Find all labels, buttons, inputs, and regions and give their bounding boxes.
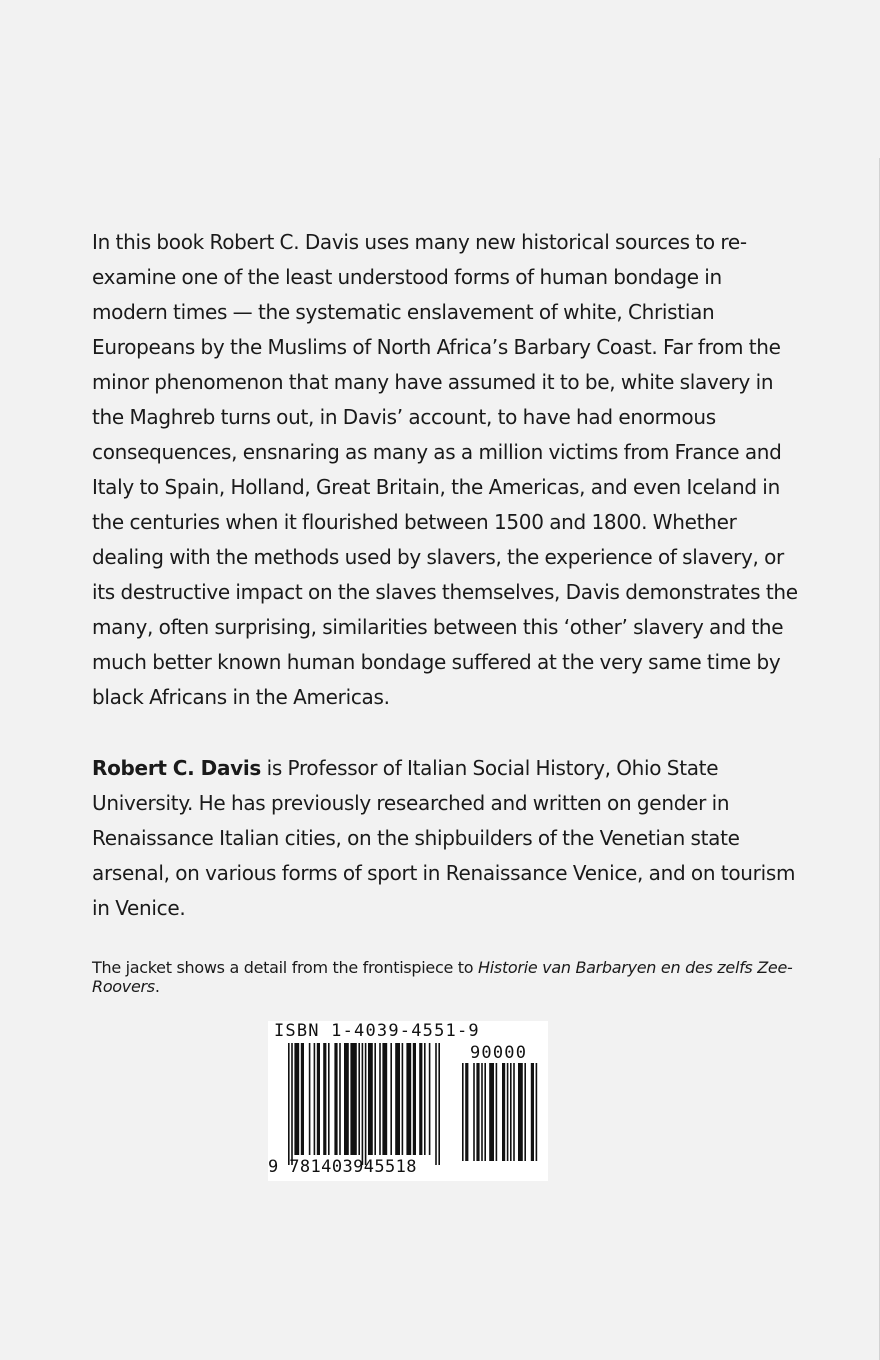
barcode-bar (339, 1043, 341, 1155)
barcode-bar (406, 1043, 411, 1155)
jacket-credit-title: Historie van Barbaryen en des zelfs Zee-Roovers (92, 958, 793, 996)
addon-bar (518, 1063, 523, 1161)
barcode-bar (413, 1043, 416, 1155)
barcode-bar (350, 1043, 356, 1155)
barcode-bar (379, 1043, 381, 1155)
addon-bar (481, 1063, 483, 1161)
barcode-bar (323, 1043, 326, 1155)
barcode-bar (294, 1043, 299, 1155)
author-name: Robert C. Davis (92, 756, 262, 780)
isbn-label: ISBN 1-4039-4551-9 (274, 1021, 480, 1041)
jacket-credit (92, 958, 802, 996)
barcode-bar (435, 1043, 437, 1165)
barcode-bar (368, 1043, 373, 1155)
barcode-bar (328, 1043, 330, 1155)
isbn-barcode (268, 1021, 548, 1181)
addon-bar (496, 1063, 498, 1161)
author-bio (92, 751, 807, 926)
addon-bar (465, 1063, 468, 1161)
addon-bar (524, 1063, 526, 1161)
barcode-bar (317, 1043, 320, 1155)
barcode-bar (309, 1043, 311, 1155)
barcode-bar (362, 1043, 364, 1165)
addon-bar (510, 1063, 512, 1161)
barcode-bar (288, 1043, 290, 1165)
barcode-bar (390, 1043, 392, 1155)
addon-bar (536, 1063, 538, 1161)
ean-right-group: 945518 (353, 1157, 417, 1177)
barcode-bar (344, 1043, 349, 1155)
barcode-bar (419, 1043, 422, 1155)
addon-digits: 90000 (470, 1043, 528, 1063)
barcode-bar (429, 1043, 431, 1155)
book-description: In this book Robert C. Davis uses many new historical sources to re-examine one of the least understood forms of human bondage in modern times — the systematic enslavement of white, Christian Europeans by the Muslims of North Africa’s Barbary Coast. Far from the minor phenomenon that many have assumed it to be, white slavery in the Maghreb turns out, in Davis’ account, to have had enormous consequences, ensnaring as many as a million victims from France and Italy to Spain, Holland, Great Britain, the Americas, and even Iceland in the centuries when it flourished between 1500 and 1800. Whether dealing with the methods used by slavers, the experience of slavery, or its destructive impact on the slaves themselves, Davis demonstrates the many, often surprising, similarities between this ‘other’ slavery and the much better known human bondage suffered at the very same time by black Africans in the Americas. (92, 230, 798, 709)
barcode-bar (314, 1043, 316, 1155)
barcode-bar (395, 1043, 400, 1155)
barcode-bar (382, 1043, 387, 1155)
ean-first-digit: 9 (268, 1157, 279, 1177)
addon-bar (489, 1063, 494, 1161)
addon-bar (502, 1063, 505, 1161)
barcode-bar (358, 1043, 360, 1155)
barcode-bar (424, 1043, 426, 1155)
barcode-bar (438, 1043, 440, 1165)
jacket-credit-suffix: . (154, 977, 160, 996)
addon-bar (513, 1063, 515, 1161)
barcode-bar (291, 1043, 293, 1165)
addon-bar (462, 1063, 464, 1161)
ean-left-group: 781403 (289, 1157, 354, 1177)
barcode-bar (365, 1043, 367, 1165)
barcode-bar (374, 1043, 376, 1155)
barcode-bar (334, 1043, 337, 1155)
addon-bar (507, 1063, 509, 1161)
ean-digits (268, 1157, 417, 1177)
addon-bar (484, 1063, 486, 1161)
addon-bar (531, 1063, 534, 1161)
addon-bar (476, 1063, 479, 1161)
author-bio-text: is Professor of Italian Social History, Ohio State University. He has previously researched and written on gender in Renaissance Italian cities, on the shipbuilders of the Venetian state arsenal, on various forms of sport in Renaissance Venice, and on tourism in Venice. (92, 756, 796, 920)
jacket-credit-prefix: The jacket shows a detail from the frontispiece to (92, 958, 479, 977)
addon-bar (473, 1063, 475, 1161)
barcode-bar (402, 1043, 404, 1155)
barcode-bar (301, 1043, 304, 1155)
